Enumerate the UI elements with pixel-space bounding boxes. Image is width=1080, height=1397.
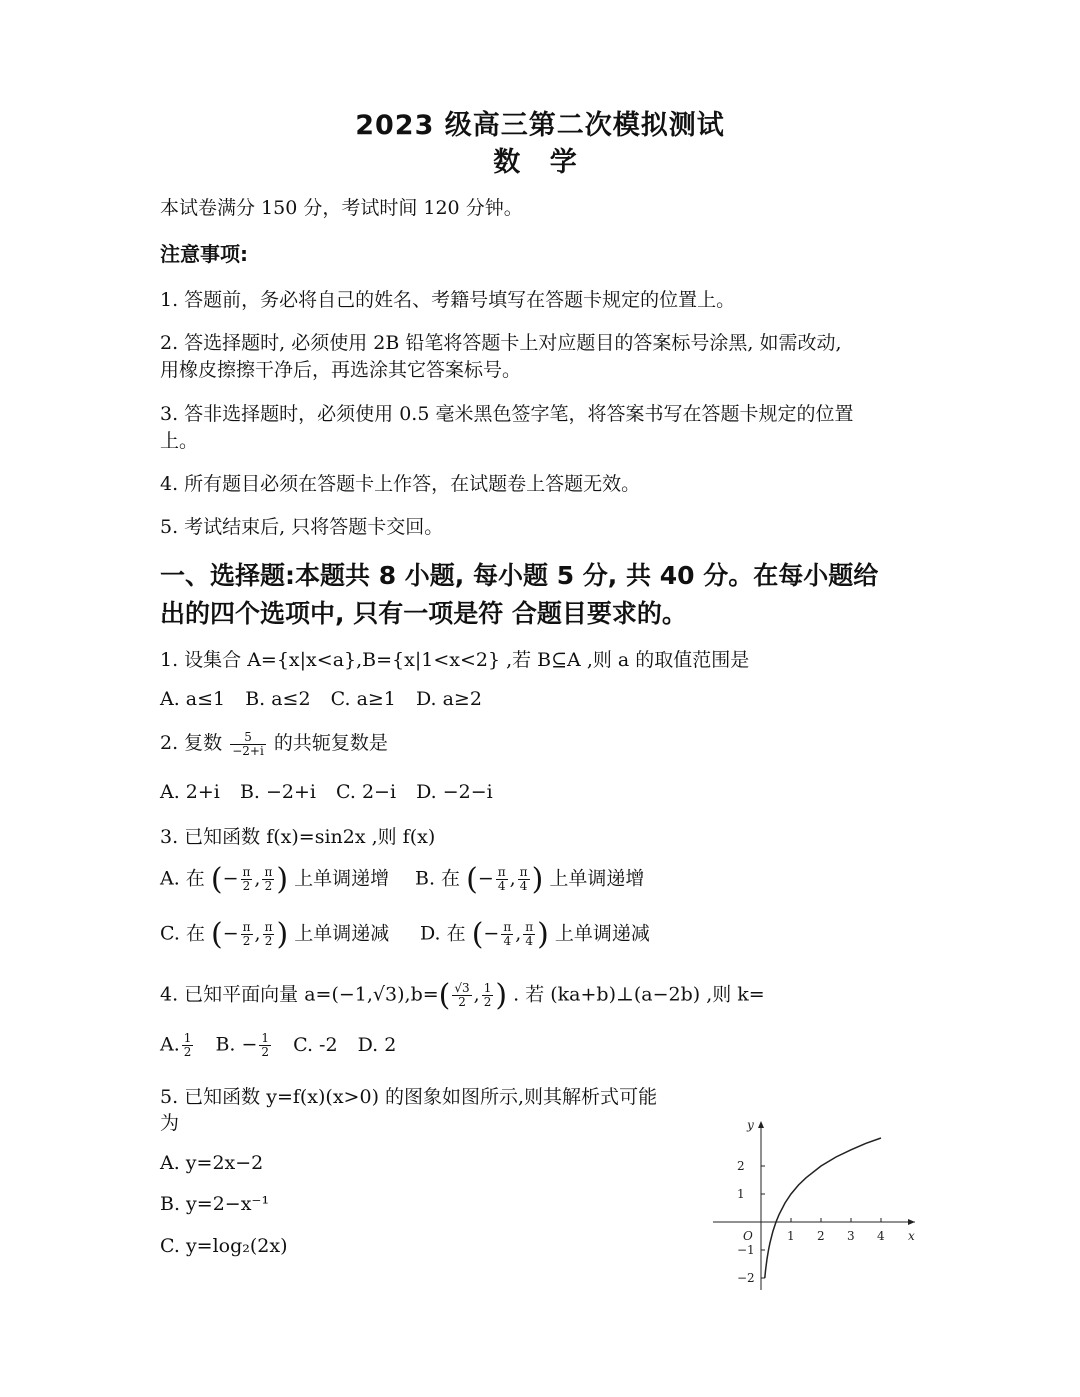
question-3-option-a: A. 在 (− $\frac{\pi}{2}$ , $\frac{\pi}{2}$ ) 上单调递增	[160, 862, 390, 897]
frac-num: π	[242, 865, 251, 879]
q2-denominator: −2+i	[232, 743, 264, 758]
q2-fraction	[230, 731, 266, 758]
frac-den: 2	[183, 1045, 192, 1059]
frac-num: π	[525, 920, 534, 934]
question-5-stem-cont: 为	[160, 1112, 180, 1134]
function-graph	[705, 1115, 935, 1295]
option-label: B. 在	[415, 867, 461, 890]
frac-num: π	[264, 920, 273, 934]
question-2-options	[160, 781, 507, 803]
option-label: A. 在	[160, 867, 205, 890]
question-3-option-b: B. 在 (− $\frac{\pi}{4}$ , $\frac{\pi}{4}$ ) 上单调递增	[415, 862, 645, 897]
note-item: 3. 答非选择题时，必须使用 0.5 毫米黑色签字笔，将答案书写在答题卡规定的位置	[160, 403, 854, 425]
question-5-option-c: C. y=log₂(2x)	[160, 1235, 288, 1257]
option-d: D. 2	[357, 1033, 397, 1056]
frac-num: π	[242, 920, 251, 934]
y-axis-label: y	[747, 1118, 754, 1132]
option-label: C. 在	[160, 922, 205, 945]
option-text: 上单调递减	[554, 922, 650, 945]
note-item: 上。	[160, 430, 199, 452]
option-c: C. 2−i	[336, 781, 397, 803]
note-item: 5. 考试结束后, 只将答题卡交回。	[160, 516, 444, 538]
y-axis-arrow	[758, 1121, 764, 1128]
question-4-options	[160, 1032, 410, 1059]
note-item: 用橡皮擦擦干净后，再选涂其它答案标号。	[160, 359, 522, 381]
frac-den: 2	[264, 879, 273, 893]
option-a: A. $\frac{1}{2}$	[160, 1031, 192, 1059]
question-5-option-b: B. y=2−x⁻¹	[160, 1193, 270, 1215]
question-2-stem	[160, 728, 388, 758]
x-tick-label: 3	[847, 1229, 855, 1243]
option-text: 上单调递减	[294, 922, 390, 945]
q2-prefix: 2. 复数	[160, 732, 223, 754]
section-heading-line1: 一、选择题:本题共 8 小题, 每小题 5 分, 共 40 分。在每小题给	[160, 561, 879, 590]
frac-num: 1	[483, 981, 492, 995]
frac-num: π	[519, 865, 528, 879]
option-b: B. a≤2	[245, 688, 311, 710]
question-4-stem: 4. 已知平面向量 a=(−1,√3),b=( $\frac{√3}{2}$ , $\frac{1}{2}$ ) . 若 (ka+b)⊥(a−2b) ,则 k=	[160, 978, 765, 1013]
frac-num: 1	[183, 1031, 192, 1045]
frac-num: π	[264, 865, 273, 879]
question-3-option-c: C. 在 (− $\frac{\pi}{2}$ , $\frac{\pi}{2}$ ) 上单调递减	[160, 917, 390, 952]
note-item: 2. 答选择题时, 必须使用 2B 铅笔将答题卡上对应题目的答案标号涂黑, 如需改动,	[160, 332, 842, 354]
frac-num: 1	[261, 1031, 270, 1045]
option-d: D. −2−i	[416, 781, 493, 803]
note-item: 1. 答题前，务必将自己的姓名、考籍号填写在答题卡规定的位置上。	[160, 289, 736, 311]
option-text: 上单调递增	[549, 867, 645, 890]
x-axis-label: x	[908, 1229, 915, 1243]
frac-den: 2	[242, 879, 251, 893]
frac-den: 2	[264, 934, 273, 948]
option-text: 上单调递增	[294, 867, 390, 890]
frac-den: 4	[525, 934, 534, 948]
page-title: 2023 级高三第二次模拟测试	[355, 110, 725, 141]
frac-den: 4	[497, 879, 506, 893]
frac-num: π	[497, 865, 506, 879]
origin-label: O	[743, 1229, 753, 1243]
y-tick-label: −1	[737, 1243, 755, 1257]
question-3-stem: 3. 已知函数 f(x)=sin2x ,则 f(x)	[160, 826, 436, 848]
intro-text: 本试卷满分 150 分，考试时间 120 分钟。	[160, 197, 523, 219]
frac-num: π	[503, 920, 512, 934]
frac-den: 2	[261, 1045, 270, 1059]
x-axis-arrow	[908, 1219, 915, 1225]
question-3-option-d: D. 在 (− $\frac{\pi}{4}$ , $\frac{\pi}{4}$ ) 上单调递减	[420, 917, 650, 952]
y-tick-label: 1	[737, 1187, 745, 1201]
frac-den: 2	[483, 995, 492, 1009]
subject-title: 数 学	[493, 147, 587, 178]
option-a: A. 2+i	[160, 781, 220, 803]
option-label: D. 在	[420, 922, 466, 945]
question-5-stem: 5. 已知函数 y=f(x)(x>0) 的图象如图所示,则其解析式可能	[160, 1086, 658, 1108]
option-d: D. a≥2	[415, 688, 482, 710]
option-b: B. − $\frac{1}{2}$	[215, 1031, 270, 1059]
frac-den: 4	[519, 879, 528, 893]
frac-den: 2	[458, 995, 466, 1009]
q4-suffix: . 若 (ka+b)⊥(a−2b) ,则 k=	[513, 983, 765, 1006]
notes-heading: 注意事项:	[160, 242, 248, 266]
frac-den: 2	[242, 934, 251, 948]
option-c: C. -2	[293, 1033, 338, 1056]
frac-den: 4	[503, 934, 512, 948]
x-tick-label: 4	[877, 1229, 885, 1243]
question-5-option-a: A. y=2x−2	[160, 1152, 264, 1174]
section-heading-line2: 出的四个选项中, 只有一项是符 合题目要求的。	[160, 599, 687, 628]
q2-numerator: 5	[230, 731, 266, 745]
frac-num: √3	[454, 981, 470, 995]
option-c: C. a≥1	[330, 688, 396, 710]
y-tick-label: −2	[737, 1271, 755, 1285]
x-tick-label: 1	[787, 1229, 795, 1243]
function-curve	[765, 1138, 881, 1278]
question-1-stem: 1. 设集合 A={x|x<a},B={x|1<x<2} ,若 B⊆A ,则 a 的取值范围是	[160, 649, 750, 671]
option-a: A. a≤1	[160, 688, 226, 710]
question-1-options	[160, 688, 496, 710]
y-tick-label: 2	[737, 1159, 745, 1173]
q2-suffix: 的共轭复数是	[273, 732, 388, 754]
q4-prefix: 4. 已知平面向量 a=(−1,√3),b=	[160, 983, 439, 1006]
x-tick-label: 2	[817, 1229, 825, 1243]
option-b: B. −2+i	[239, 781, 316, 803]
note-item: 4. 所有题目必须在答题卡上作答，在试题卷上答题无效。	[160, 473, 641, 495]
